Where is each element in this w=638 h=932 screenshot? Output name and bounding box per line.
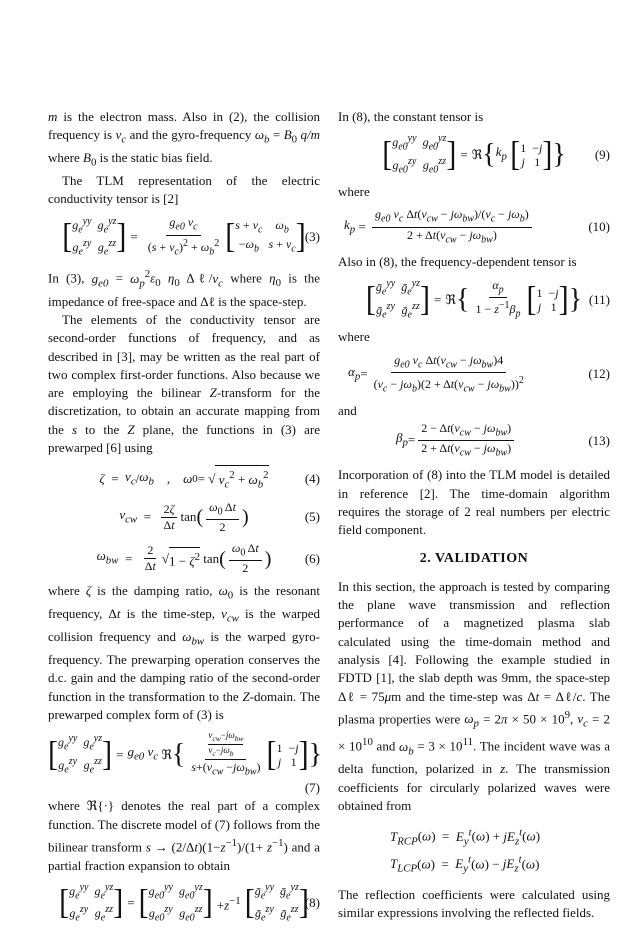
equation-number: (10) [588,219,610,235]
right-column [338,108,610,922]
equation-number: (12) [588,366,610,382]
equation-13: $\beta_p$ = $\frac{2 - \Delta t(\nu_{cw} - j\omega_{bw})}{2 + \Delta t(\nu_{cw} - j\omega_{bw})}$ (13) [396,420,610,459]
paragraph-frequency-tensor: Also in (8), the frequency-dependent tensor is [338,254,577,270]
equation-number: (5) [304,509,320,525]
equation-tlcp: $T_{LCP}(\omega) = E_y^t(\omega) - jE_z^t(\omega)$ [390,853,540,875]
paragraph-where-1: where [338,184,370,200]
paragraph-electron-mass: m is the electron mass. Also in (2), the collision frequency is $\nu_c$ and the gyro-frequency $\omega_b = B_0$ q/m where $B_0$ is the static bias field. [48,109,321,169]
equation-number: (4) [304,471,320,487]
paragraph-prewarp-intro: The elements of the conductivity tensor are second-order functions of frequency, and as described in [3], may be written as the real part of two complex first-order functions. Also because we are employing the bilinear Z-transform for the discretization, to obtain an accurate mapping from the s to the Z plane, the functions in (3) are prewarped [6] using [48,311,320,456]
equation-8: [ $g_e^{yy}$ $g_e^{yz}$ $g_e^{zy}$ $g_e^{zz}$ ] = [ $g_{e0}^{yy}$ $g_{e0}^{yz}$ $g_{e0}^{zy}$ $g_{e0}^{zz}$ ] $+z^{-1}$ [ ḡ$_e^{yy}$ ḡ$_e^{yz}$ ḡ$_e^{zy}$ ḡ$_e^{zz}$ ] (8) [59,882,320,924]
equation-3: [ $g_e^{yy}$ $g_e^{yz}$ $g_e^{zy}$ $g_e^{zz}$ ] = $\frac{g_{e0} \nu_c}{(s + \nu_c)^2 + \omega_b^2}$ [ $s + \nu_c$ $\omega_b$ $-\omega_b$ $s + \nu_c$ ] (3) [62,215,320,258]
section-heading-validation: 2. VALIDATION [419,550,529,566]
equation-number: (7) [304,780,320,796]
paragraph-ge0-definition: In (3), $g_{e0} = \omega_p^2\varepsilon_0$ $\eta_0$ $\Delta\ell/\nu_c$ where $\eta_0$ is the impedance of free-space and Δℓ is the space-step. [48,268,320,309]
paragraph-validation: In this section, the approach is tested by comparing the plane wave transmission and reflection performance of a magnetized plasma slab calculated using the time-domain method and analysis [4]. Following the example studied in FDTD [1], the slab depth was 9mm, the space-step Δℓ = 75μm and the time-step was Δt = Δℓ/c. The plasma properties were $\omega_p = 2\pi \times 50 \times 10^9$, $\nu_c = 2 \times 10^{10}$ and $\omega_b = 3 \times 10^{11}$. The incident wave was a delta function, polarized in z. The transmission coefficients for circularly polarized waves were obtained from [338,578,610,813]
paragraph-where-2: where [338,329,370,345]
transmission-equations [390,823,610,877]
paragraph-discrete-model: where ℜ{·} denotes the real part of a complex function. The discrete model of (7) follows from the bilinear transform $s \to (2/\Delta t)(1-z^{-1})/(1+ z^{-1})$ and a partial fraction expansion to obtain [48,798,320,873]
paragraph-reflection: The reflection coefficients were calculated using similar expressions involving the reflected fields. [338,886,610,921]
equation-number: (11) [588,291,610,307]
equation-number: (9) [594,146,610,162]
paragraph-damping-ratio: where ζ is the damping ratio, $\omega_0$ is the resonant frequency, Δt is the time-step, $\nu_{cw}$ is the warped collision frequency and $\omega_{bw}$ is the warped gyro-frequency. The prewarping operation conserves the d.c. gain and the damping ratio of the second-order function in the transformation to the Z-domain. The prewarped complex form of (3) is [48,583,321,722]
equation-9: [ $g_{e0}^{yy}$ $g_{e0}^{yz}$ $g_{e0}^{zy}$ $g_{e0}^{zz}$ ] = ℜ { $k_p$ [ 1 −j j 1 ] } (9) [382,133,610,176]
equation-number: (3) [304,228,320,244]
equation-4: ζ = $\nu_c$ / $\omega_b$ , ω 0 = √ $\nu_c^2 + \omega_b^2$ (4) [48,465,320,493]
equation-12: $\alpha_p$ = $\frac{g_{e0} \nu_c \Delta t(\nu_{cw} - j\omega_{bw})4}{(\nu_c - j\omega_b)(2 + \Delta t(\nu_{cw} - j\omega_{bw}))^2}$ (12) [348,352,610,395]
equation-11: [ ḡ$_e^{yy}$ ḡ$_e^{yz}$ ḡ$_e^{zy}$ ḡ$_e^{zz}$ ] = ℜ { $\frac{\alpha_p}{1 - z^{-1}\beta_p}$ [ 1 −j j 1 ] } (11) [365,277,610,321]
equation-number: (8) [304,895,320,911]
equation-trcp: $T_{RCP}(\omega) = E_y^t(\omega) + jE_z^t(\omega)$ [390,826,541,848]
paragraph-incorporation: Incorporation of (8) into the TLM model is detailed in reference [2]. The time-domain algorithm requires the storage of 2 real numbers per electric field component. [338,467,610,538]
equation-5: $\nu_{cw}$ = $\frac{2\zeta}{\Delta t}$ tan ( $\frac{\omega_0 \Delta t}{2}$ ) (5) [119,499,320,534]
equation-number: (6) [304,550,320,566]
equation-6: $\omega_{bw}$ = $\frac{2}{\Delta t}$ √ $1 - \zeta^2$ tan ( $\frac{\omega_0 \Delta t}{2}$ ) (6) [96,540,320,576]
equation-number: (13) [588,432,610,448]
equation-7: [ $g_e^{yy}$ $g_e^{yz}$ $g_e^{zy}$ $g_e^{zz}$ ] = $g_{e0}$ $\nu_c$ ℜ { $\nu_{cw}-j\omega_{bw}$ $\nu_c-j\omega_b$ $s+(\nu_{cw} -j\omega_{bw})$ [ 1 −j j 1 ] } [48,730,323,778]
paragraph-tlm-intro: The TLM representation of the electric conductivity tensor is [2] [48,173,320,207]
left-column [48,108,323,932]
paragraph-and: and [338,403,357,419]
equation-10: $k_p$ = $\frac{g_{e0} \nu_c \Delta t(\nu_{cw} - j\omega_{bw})/(\nu_c - j\omega_b)}{2 + \Delta t(\nu_{cw} - j\omega_{bw})}$ (10) [344,207,610,246]
paragraph-constant-tensor: In (8), the constant tensor is [338,109,484,124]
